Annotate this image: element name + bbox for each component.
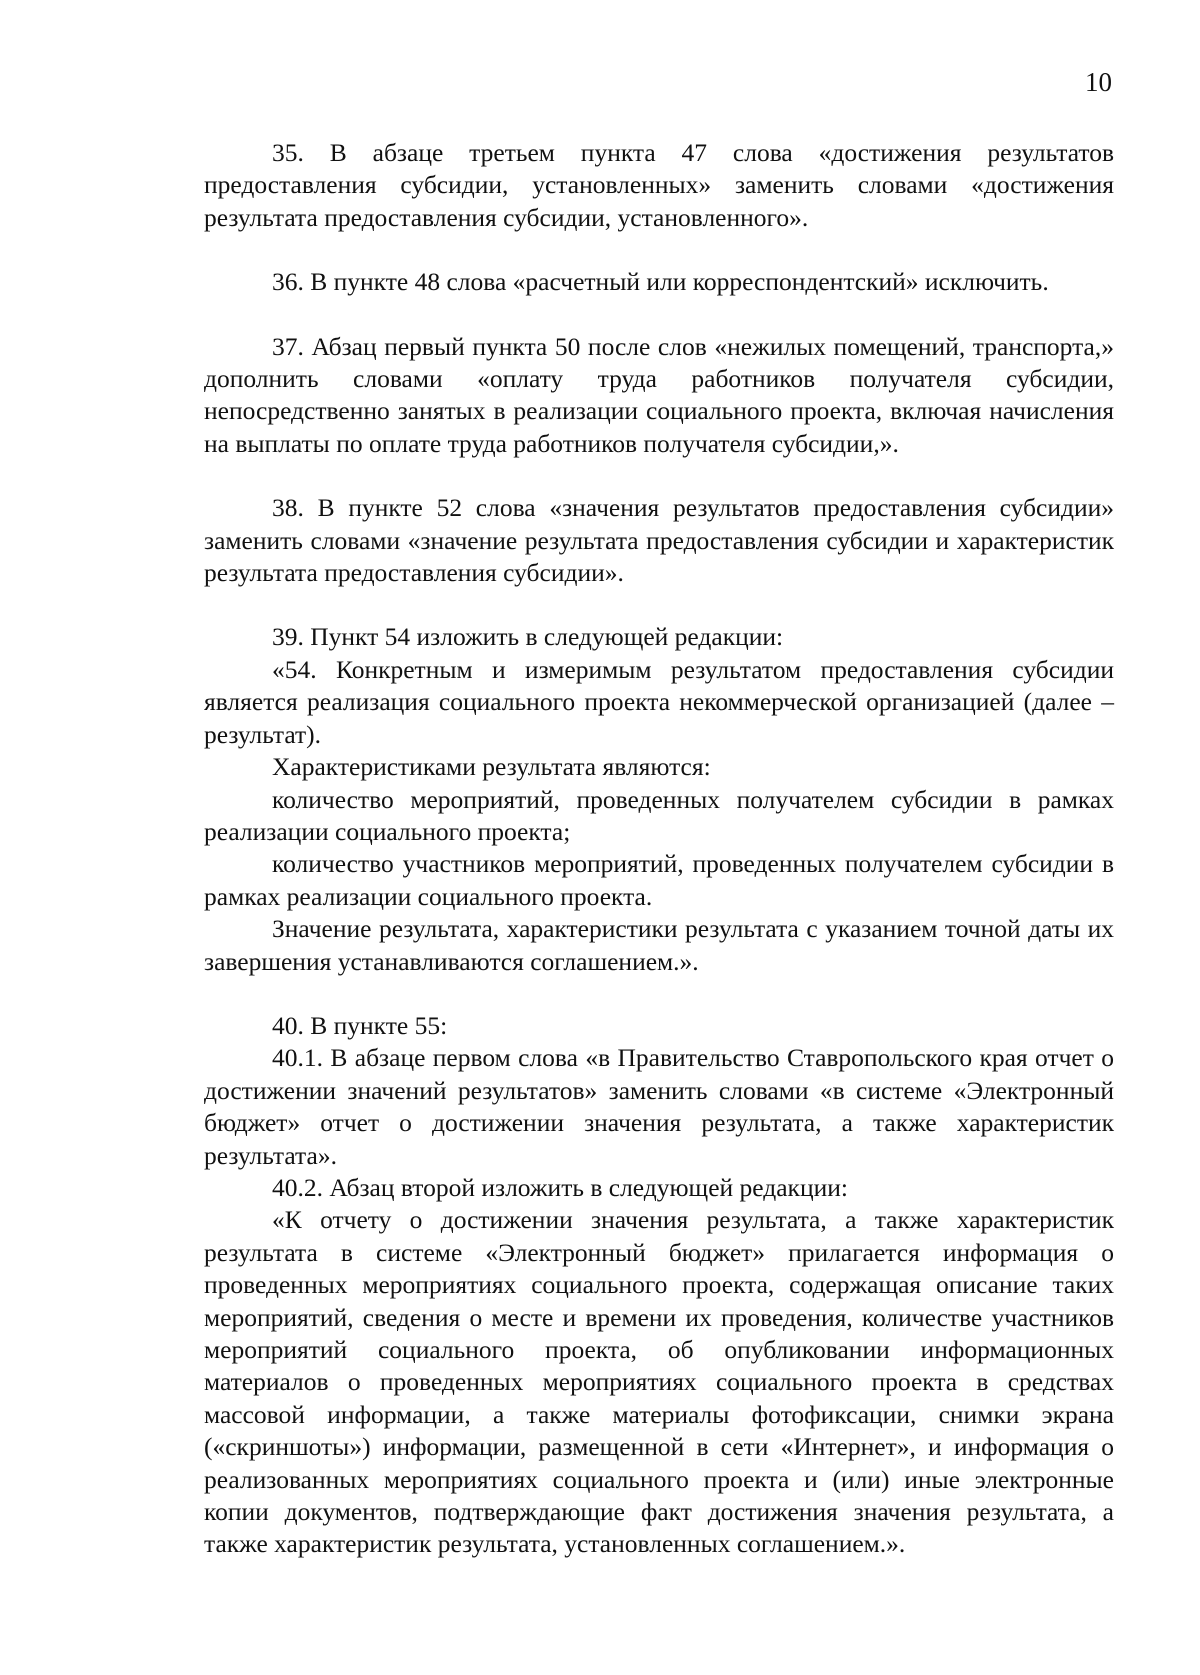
- paragraph-36: 36. В пункте 48 слова «расчетный или корреспондентский» исключить.: [272, 267, 1049, 297]
- paragraph-35: 35. В абзаце третьем пункта 47 слова «достижения результатов предоставления субсидии, установленных» заменить словами «достижения результата предоставления субсидии, установленного».: [204, 138, 1114, 232]
- document-body: [204, 137, 1114, 1561]
- paragraph-39-characteristic-1: количество мероприятий, проведенных получателем субсидии в рамках реализации социального проекта;: [204, 784, 1114, 846]
- page-number: 10: [1085, 67, 1112, 97]
- paragraph-40-2-text: «К отчету о достижении значения результата, а также характеристик результата в системе «Электронный бюджет» прилагается информация о проведенных мероприятиях социального проекта, содержащая описание таких мероприятий, сведения о месте и времени их проведения, количестве участников мероприятий социального проекта, об опубликовании информационных материалов о проведенных мероприятиях социального проекта в средствах массовой информации, а также материалы фотофиксации, снимки экрана («скриншоты») информации, размещенной в сети «Интернет», и информация о реализованных мероприятиях социального проекта и (или) иные электронные копии документов, подтверждающие факт достижения значения результата, а также характеристик результата, установленных соглашением.».: [204, 1205, 1114, 1559]
- paragraph-39-characteristic-2: количество участников мероприятий, проведенных получателем субсидии в рамках реализации социального проекта.: [204, 849, 1114, 911]
- paragraph-37: 37. Абзац первый пункта 50 после слов «нежилых помещений, транспорта,» дополнить словами «оплату труда работников получателя субсидии, непосредственно занятых в реализации социального проекта, включая начисления на выплаты по оплате труда работников получателя субсидии,».: [204, 331, 1114, 458]
- paragraph-39-characteristics-heading: Характеристиками результата являются:: [272, 752, 711, 782]
- paragraph-38: 38. В пункте 52 слова «значения результатов предоставления субсидии» заменить словами «значение результата предоставления субсидии и характеристик результата предоставления субсидии».: [204, 493, 1114, 588]
- paragraph-40: 40. В пункте 55:: [272, 1010, 448, 1040]
- paragraph-40-1: 40.1. В абзаце первом слова «в Правительство Ставропольского края отчет о достижении значений результатов» заменить словами «в системе «Электронный бюджет» отчет о достижении значения результата, а также характеристик результата».: [204, 1043, 1114, 1170]
- paragraph-39: 39. Пункт 54 изложить в следующей редакции:: [272, 622, 784, 652]
- paragraph-39-point-54: «54. Конкретным и измеримым результатом предоставления субсидии является реализация социального проекта некоммерческой организацией (далее – результат).: [204, 654, 1114, 749]
- paragraph-39-result-value: Значение результата, характеристики результата с указанием точной даты их завершения устанавливаются соглашением.».: [204, 914, 1114, 976]
- paragraph-40-2: 40.2. Абзац второй изложить в следующей редакции:: [272, 1172, 848, 1202]
